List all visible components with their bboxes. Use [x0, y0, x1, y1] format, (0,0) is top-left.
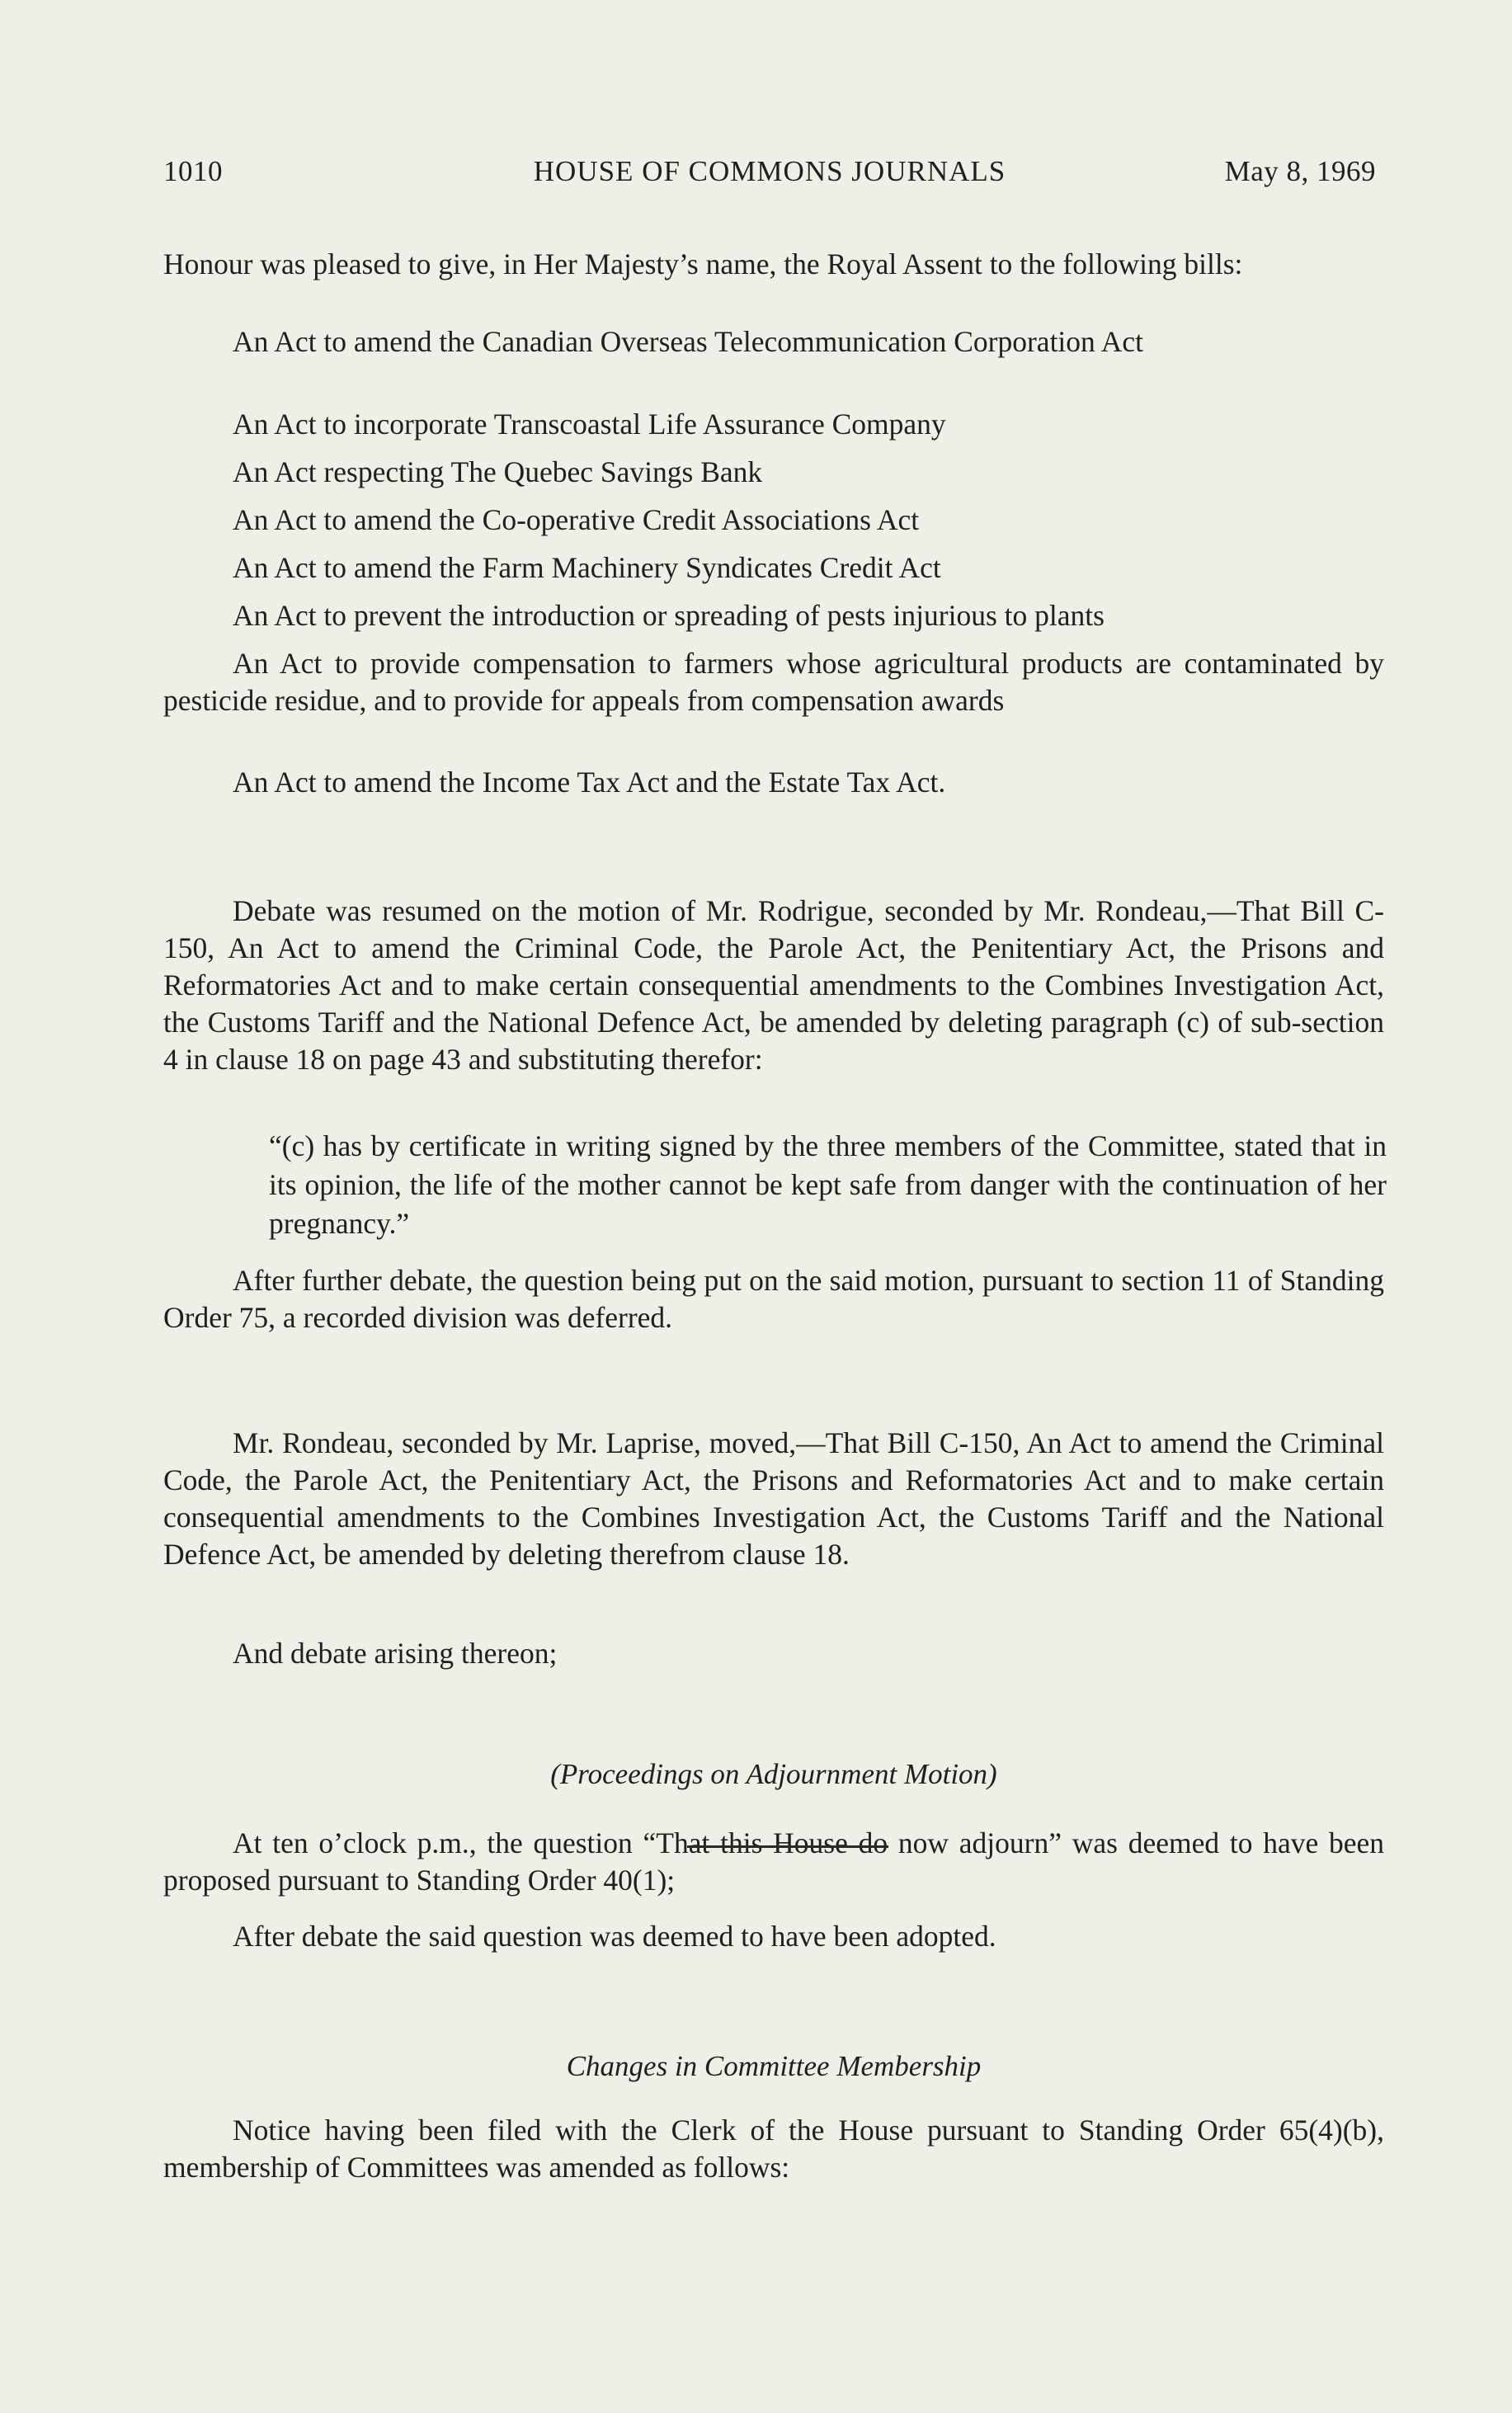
bill-item: An Act to amend the Farm Machinery Syndicates Credit Act: [233, 551, 941, 584]
bill-item: An Act to prevent the introduction or spreading of pests injurious to plants: [233, 599, 1105, 632]
bill-item: An Act to incorporate Transcoastal Life Assurance Company: [233, 408, 946, 441]
journal-title: HOUSE OF COMMONS JOURNALS: [533, 155, 1006, 187]
amendment-motion: Mr. Rondeau, seconded by Mr. Laprise, moved,—That Bill C-150, An Act to amend the Criminal Code, the Parole Act, the Penitentiary Act, the Prisons and Reformatories Act and to make certain consequential amendments to the Combines Investigation Act, the Customs Tariff and the National Defence Act, be amended by deleting therefrom clause 18.: [163, 1426, 1384, 1571]
committee-heading: Changes in Committee Membership: [566, 2050, 982, 2082]
bill-item: An Act respecting The Quebec Savings Bank: [233, 455, 763, 488]
bill-item: An Act to amend the Income Tax Act and the Estate Tax Act.: [233, 766, 946, 799]
committee-notice: Notice having been filed with the Clerk of the House pursuant to Standing Order 65(4)(b), membership of Committees was amended as follows:: [163, 2114, 1384, 2184]
royal-assent-intro: Honour was pleased to give, in Her Majesty’s name, the Royal Assent to the following bills:: [163, 247, 1243, 280]
bill-item: An Act to amend the Canadian Overseas Telecommunication Corporation Act: [233, 325, 1143, 358]
page-date: May 8, 1969: [1224, 155, 1376, 187]
page-header: [163, 155, 1376, 196]
section-divider: [687, 1845, 888, 1848]
debate-motion: Debate was resumed on the motion of Mr. Rodrigue, seconded by Mr. Rondeau,—That Bill C-150, An Act to amend the Criminal Code, the Parole Act, the Penitentiary Act, the Prisons and Reformatories Act and to make certain consequential amendments to the Combines Investigation Act, the Customs Tariff and the National Defence Act, be amended by deleting paragraph (c) of sub-section 4 in clause 18 on page 43 and substituting therefor:: [163, 894, 1384, 1076]
adjournment-heading: (Proceedings on Adjournment Motion): [550, 1758, 997, 1790]
adjournment-paragraph: At ten o’clock p.m., the question “That this House do now adjourn” was deemed to have been proposed pursuant to Standing Order 40(1);: [163, 1826, 1384, 1897]
quoted-paragraph: “(c) has by certificate in writing signed by the three members of the Committee, stated that in its opinion, the life of the mother cannot be kept safe from danger with the continuation of her pregnancy.”: [269, 1129, 1387, 1240]
page-number: 1010: [163, 155, 223, 187]
debate-result: After further debate, the question being put on the said motion, pursuant to section 11 of Standing Order 75, a recorded division was deferred.: [163, 1264, 1384, 1334]
bill-item: An Act to provide compensation to farmers whose agricultural products are contaminated by pesticide residue, and to provide for appeals from compensation awards: [163, 647, 1384, 717]
bill-item: An Act to amend the Co-operative Credit Associations Act: [233, 503, 920, 536]
adjournment-result: After debate the said question was deemed to have been adopted.: [233, 1920, 996, 1953]
debate-note: And debate arising thereon;: [233, 1637, 558, 1670]
